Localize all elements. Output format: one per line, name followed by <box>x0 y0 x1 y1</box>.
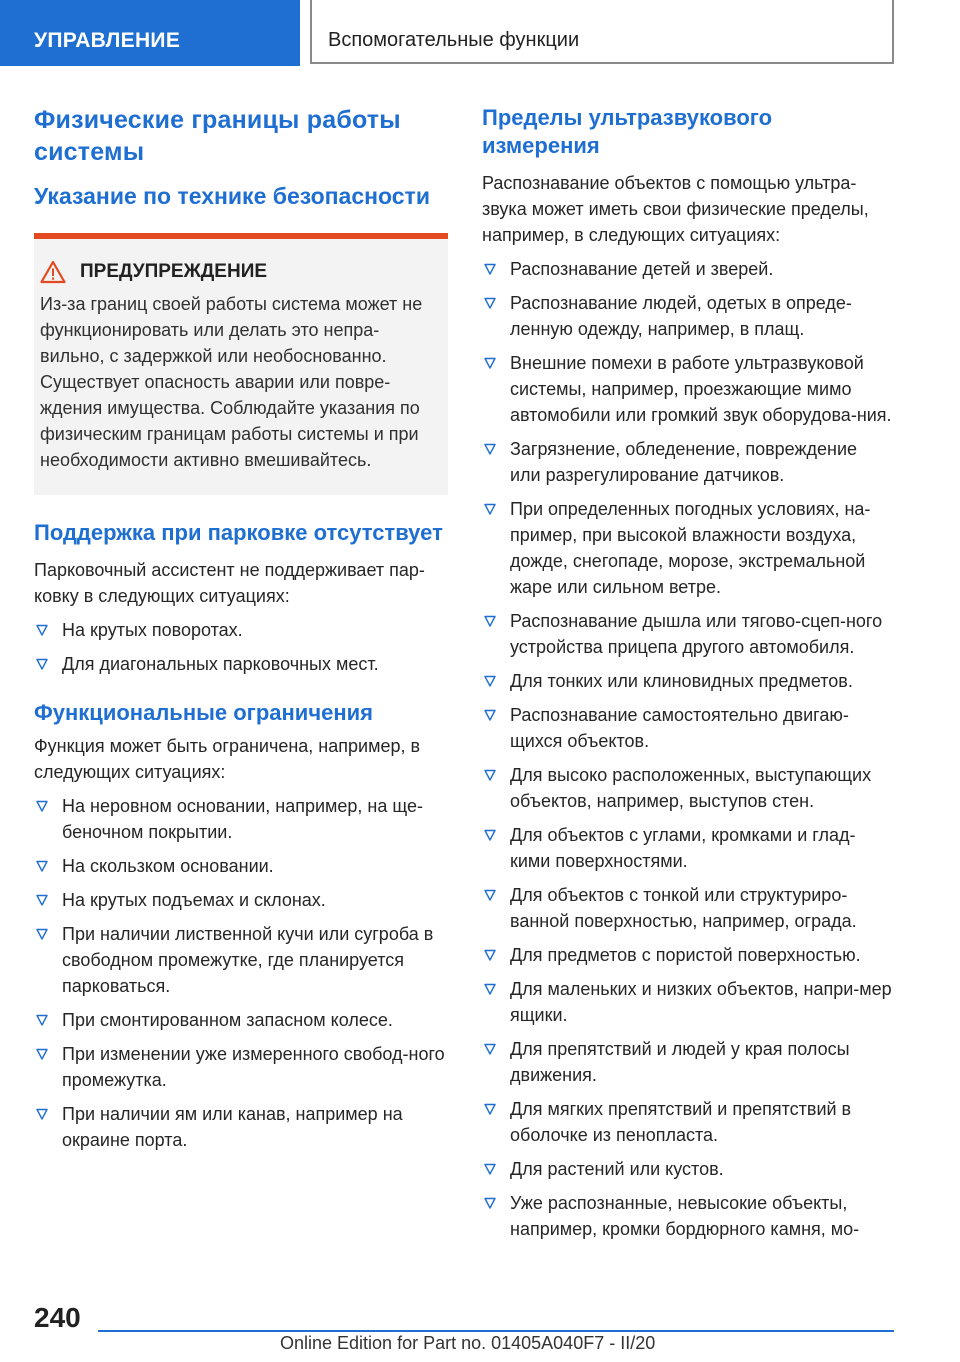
parking-list <box>34 617 448 677</box>
triangle-bullet-icon <box>36 1048 48 1060</box>
list-item-text: Для диагональных парковочных мест. <box>62 654 379 674</box>
list-item-text: Для мягких препятствий и препятствий в оболочке из пенопласта. <box>510 1099 852 1145</box>
triangle-bullet-icon <box>484 1197 496 1209</box>
page-header <box>0 0 960 66</box>
list-item <box>482 762 892 814</box>
chapter-title: Вспомогательные функции <box>310 0 894 64</box>
limits-list <box>34 793 448 1153</box>
triangle-bullet-icon <box>484 675 496 687</box>
list-item <box>482 436 892 488</box>
ultrasonic-heading: Пределы ультразвукового измерения <box>482 105 773 158</box>
list-item <box>482 882 892 934</box>
triangle-bullet-icon <box>36 894 48 906</box>
warning-box <box>34 233 448 495</box>
list-item <box>34 1007 448 1033</box>
list-item-text: Для предметов с пористой поверхностью. <box>510 945 861 965</box>
triangle-bullet-icon <box>484 1043 496 1055</box>
list-item <box>482 496 892 600</box>
list-item-text: Распознавание самостоятельно двигаю-щихся объектов. <box>510 705 849 751</box>
list-item <box>482 608 892 660</box>
list-item-text: Для тонких или клиновидных предметов. <box>510 671 853 691</box>
limits-intro: Функция может быть ограничена, например, в следующих ситуациях: <box>34 736 421 782</box>
list-item <box>482 942 892 968</box>
list-item-text: Для объектов с тонкой или структуриро-ванной поверхностью, например, ограда. <box>510 885 857 931</box>
edition-link[interactable]: Online Edition for Part no. 01405A040F7 - II/20 <box>280 1333 656 1353</box>
triangle-bullet-icon <box>36 1014 48 1026</box>
triangle-bullet-icon <box>484 889 496 901</box>
warning-text: Из-за границ своей работы система может не функционировать или делать это непра-вильно, с задержкой или необоснованно. Существует опасность аварии или повре-ждения имущества. Соблюдайте указания по физическим границам работы системы и при необходимости активно вмешивайтесь. <box>40 294 423 470</box>
list-item-text: Для препятствий и людей у края полосы движения. <box>510 1039 850 1085</box>
section-title: Физические границы работы системы <box>34 106 401 166</box>
triangle-bullet-icon <box>484 949 496 961</box>
triangle-bullet-icon <box>36 658 48 670</box>
list-item-text: Для маленьких и низких объектов, напри-мер ящики. <box>510 979 892 1025</box>
triangle-bullet-icon <box>484 263 496 275</box>
list-item-text: При изменении уже измеренного свобод-ного промежутка. <box>62 1044 445 1090</box>
list-item-text: При наличии лиственной кучи или сугроба в свободном промежутке, где планируется парковаться. <box>62 924 434 996</box>
list-item-text: Внешние помехи в работе ультразвуковой системы, например, проезжающие мимо автомобили или громкий звук оборудова-ния. <box>510 353 892 425</box>
list-item-text: Для объектов с углами, кромками и глад-кими поверхностями. <box>510 825 856 871</box>
triangle-bullet-icon <box>484 443 496 455</box>
list-item <box>482 1190 892 1242</box>
triangle-bullet-icon <box>484 1103 496 1115</box>
list-item-text: Распознавание дышла или тягово-сцеп-ного устройства прицепа другого автомобиля. <box>510 611 883 657</box>
triangle-bullet-icon <box>484 983 496 995</box>
list-item-text: Уже распознанные, невысокие объекты, например, кромки бордюрного камня, мо- <box>510 1193 860 1239</box>
triangle-bullet-icon <box>484 1163 496 1175</box>
parking-heading: Поддержка при парковке отсутствует <box>34 520 443 545</box>
list-item <box>482 822 892 874</box>
section-tab: УПРАВЛЕНИЕ <box>0 0 300 66</box>
list-item-text: При определенных погодных условиях, на-пример, при высокой влажности воздуха, дожде, снегопаде, морозе, экстремальной жаре или сильном ветре. <box>510 499 871 597</box>
list-item-text: Для растений или кустов. <box>510 1159 724 1179</box>
parking-intro: Парковочный ассистент не поддерживает пар-ковку в следующих ситуациях: <box>34 560 425 606</box>
list-item-text: Распознавание детей и зверей. <box>510 259 774 279</box>
limits-heading: Функциональные ограничения <box>34 700 373 725</box>
list-item <box>482 1036 892 1088</box>
list-item <box>482 976 892 1028</box>
safety-heading: Указание по технике безопасности <box>34 183 430 209</box>
list-item <box>34 617 448 643</box>
list-item-text: При наличии ям или канав, например на окраине порта. <box>62 1104 403 1150</box>
list-item <box>482 256 892 282</box>
triangle-bullet-icon <box>36 1108 48 1120</box>
list-item <box>482 1096 892 1148</box>
triangle-bullet-icon <box>36 928 48 940</box>
triangle-bullet-icon <box>36 860 48 872</box>
list-item <box>482 702 892 754</box>
triangle-bullet-icon <box>484 297 496 309</box>
list-item-text: Распознавание людей, одетых в опреде-ленную одежду, например, в плащ. <box>510 293 852 339</box>
warning-title: ПРЕДУПРЕЖДЕНИЕ <box>80 261 268 282</box>
list-item <box>482 350 892 428</box>
list-item-text: При смонтированном запасном колесе. <box>62 1010 393 1030</box>
triangle-bullet-icon <box>36 624 48 636</box>
triangle-bullet-icon <box>484 829 496 841</box>
list-item <box>34 921 448 999</box>
list-item-text: На крутых подъемах и склонах. <box>62 890 326 910</box>
list-item <box>482 668 892 694</box>
list-item <box>482 1156 892 1182</box>
list-item <box>34 887 448 913</box>
warning-triangle-icon <box>40 260 66 284</box>
triangle-bullet-icon <box>484 503 496 515</box>
page-number: 240 <box>34 1302 81 1333</box>
list-item-text: На неровном основании, например, на ще-беночном покрытии. <box>62 796 423 842</box>
list-item-text: Загрязнение, обледенение, повреждение или разрегулирование датчиков. <box>510 439 858 485</box>
list-item <box>482 290 892 342</box>
warning-title-row <box>40 259 440 285</box>
list-item <box>34 651 448 677</box>
footer-rule <box>98 1330 894 1332</box>
list-item-text: На крутых поворотах. <box>62 620 243 640</box>
triangle-bullet-icon <box>484 709 496 721</box>
triangle-bullet-icon <box>484 769 496 781</box>
list-item-text: На скользком основании. <box>62 856 274 876</box>
triangle-bullet-icon <box>484 615 496 627</box>
list-item <box>34 853 448 879</box>
right-column <box>482 104 892 1242</box>
triangle-bullet-icon <box>36 800 48 812</box>
ultrasonic-list <box>482 256 892 1242</box>
left-column <box>34 104 448 1153</box>
list-item <box>34 1101 448 1153</box>
ultrasonic-intro: Распознавание объектов с помощью ультра-звука может иметь свои физические пределы, например, в следующих ситуациях: <box>482 173 869 245</box>
list-item <box>34 1041 448 1093</box>
list-item <box>34 793 448 845</box>
list-item-text: Для высоко расположенных, выступающих объектов, например, выступов стен. <box>510 765 872 811</box>
triangle-bullet-icon <box>484 357 496 369</box>
